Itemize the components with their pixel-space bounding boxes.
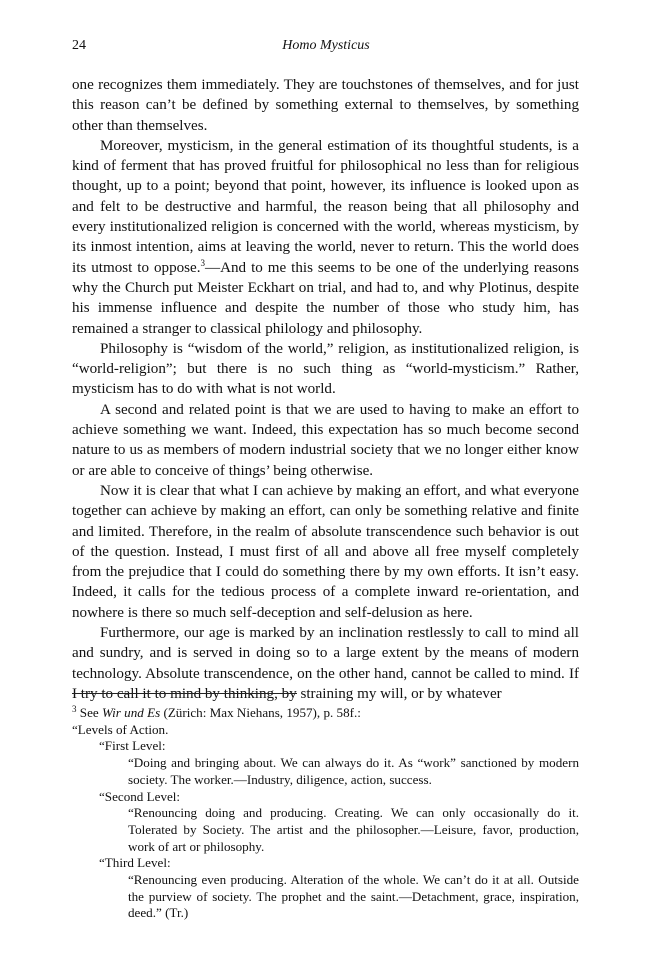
paragraph-2 bbox=[72, 136, 579, 339]
page-number: 24 bbox=[72, 38, 86, 53]
footnote-citation bbox=[72, 705, 579, 722]
footnote-work-title: Wir und Es bbox=[101, 705, 161, 720]
paragraph-3: Philosophy is “wisdom of the world,” religion, as institutionalized religion, is “world-religion”; but there is no such thing as “world-mysticism.” Rather, mysticism has to do with what is not world. bbox=[72, 340, 579, 398]
footnote-second-level-label: “Second Level: bbox=[99, 788, 181, 804]
footnote-first-level-label: “First Level: bbox=[99, 738, 166, 754]
footnote-source: (Zürich: Max Niehans, 1957), p. 58f.: bbox=[163, 705, 361, 720]
paragraph-5: Now it is clear that what I can achieve by making an effort, and what everyone together can achieve by making an effort, can only be something relative and finite and limited. Therefore, in the realm of absolute transcendence such behavior is out of the question. Instead, I must first of all and above all free myself completely from the prejudice that I could do something there by my own efforts. It isn’t easy. Indeed, it calls for the tedious process of a complete inward re-orientation, and nowhere is there so much self-deception and self-delusion as here. bbox=[72, 482, 579, 621]
paragraph-4: A second and related point is that we are used to having to make an effort to achieve something we want. Indeed, this expectation has so much become second nature to us as members of modern industrial society that we no longer either know or are able to conceive of things’ being otherwise. bbox=[72, 401, 579, 479]
paragraph-6: Furthermore, our age is marked by an inclination restlessly to call to mind all and sundry, and is served in doing so to a large extent by the means of modern technology. Absolute transcendence, on the other hand, cannot be called to mind. If I try to call it to mind by thinking, by straining my will, or by whatever bbox=[72, 625, 579, 702]
footnote-see: See bbox=[79, 705, 99, 720]
paragraph-2-part-1: Moreover, mysticism, in the general estimation of its thoughtful students, is a kind of ferment that has proved fruitful for philosophical no less than for religious thought, up to a point; beyond that point, however, its influence is looked upon as and felt to be destructive and harmful, the reason being that all philosophy and every institutionalized religion is concerned with the world, whereas mysticism, by its inmost intention, aims at leaving the world, never to return. This the world does its utmost to oppose. bbox=[72, 137, 579, 276]
running-header bbox=[72, 38, 580, 58]
running-title: Homo Mysticus bbox=[282, 38, 370, 53]
footnote-second-level-text: “Renouncing doing and producing. Creating. We can only occasionally do it. Tolerated by Society. The artist and the philosopher.—Leisure, favor, production, work of art or philosophy. bbox=[128, 805, 579, 854]
footnote-levels-heading: “Levels of Action. bbox=[72, 721, 169, 737]
footnote-marker: 3 bbox=[72, 704, 77, 714]
footnote-third-level-text: “Renouncing even producing. Alteration of the whole. We can’t do it at all. Outside the purview of society. The prophet and the saint.—Detachment, grace, inspiration, deed.” (Tr.) bbox=[128, 872, 579, 921]
footnote-first-level-text: “Doing and bringing about. We can always do it. As “work” sanctioned by modern society. The worker.—Industry, diligence, action, success. bbox=[128, 755, 579, 787]
footnote-divider bbox=[72, 693, 297, 694]
body-text bbox=[72, 75, 579, 704]
paragraph-2-part-2: —And to me this seems to be one of the underlying reasons why the Church put Meister Eckhart on trial, and had to, and why Plotinus, despite his immense influence and despite the number of those who study him, has remained a stranger to classical philology and philosophy. bbox=[72, 259, 579, 337]
footnote-third-level-label: “Third Level: bbox=[99, 855, 171, 871]
footnote-reference[interactable]: 3 bbox=[200, 257, 206, 268]
footnotes bbox=[72, 705, 579, 922]
paragraph-1: one recognizes them immediately. They are touchstones of themselves, and for just this reason can’t be defined by something external to themselves, by something other than themselves. bbox=[72, 77, 579, 134]
